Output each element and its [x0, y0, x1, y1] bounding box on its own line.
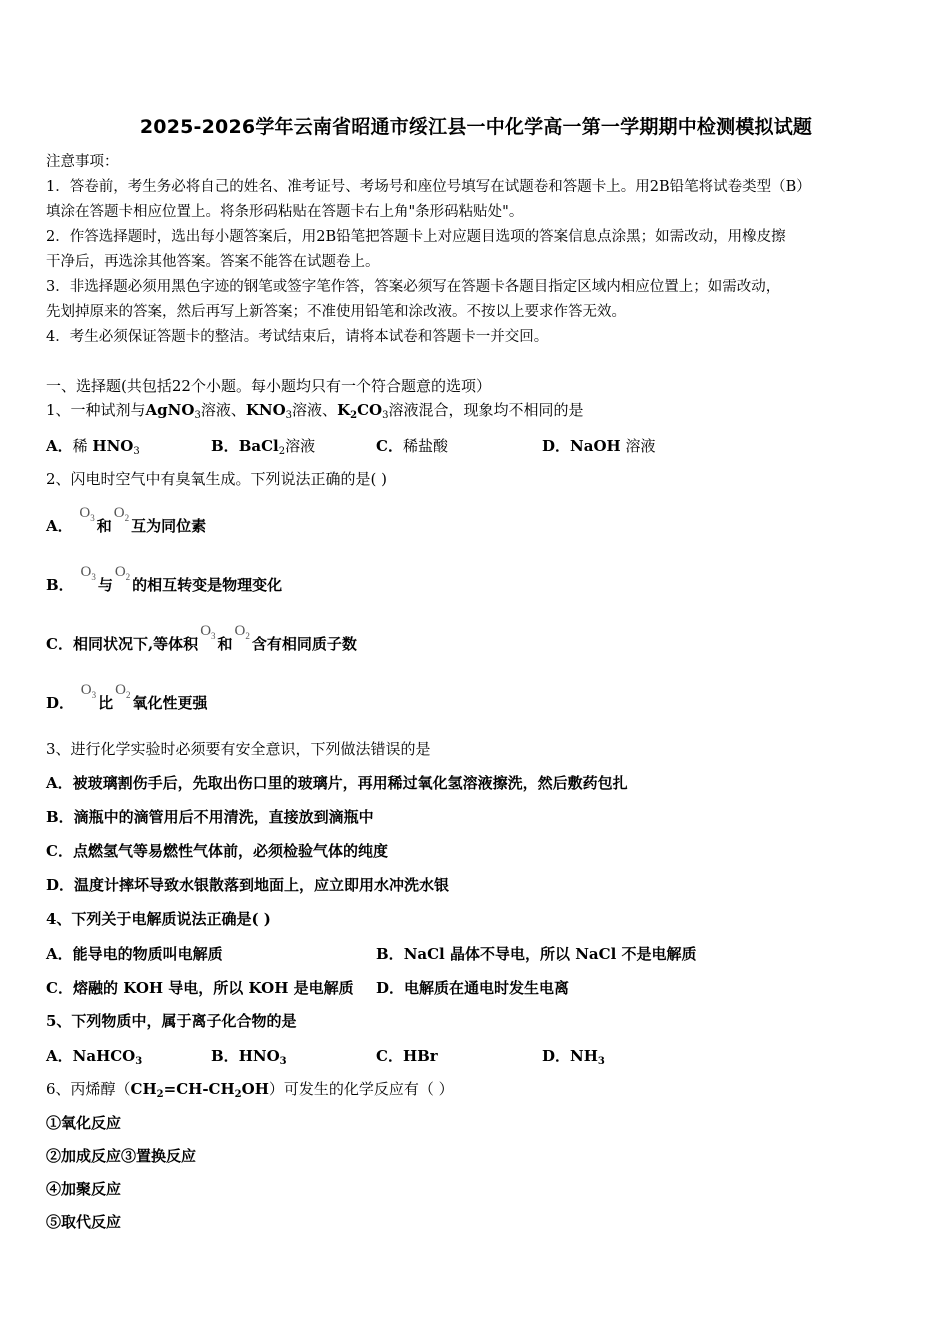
option-text: 稀盐酸 [402, 437, 448, 455]
formula: CH [130, 1080, 157, 1098]
note-line: 先划掉原来的答案，然后再写上新答案；不准使用铅笔和涂改液。不按以上要求作答无效。 [46, 304, 626, 320]
formula: HBr [402, 1047, 438, 1065]
note-line: 填涂在答题卡相应位置上。将条形码粘贴在答题卡右上角"条形码粘贴处"。 [46, 204, 524, 220]
option-text: 晶体不导电，所以 [444, 945, 576, 963]
formula: NH [570, 1047, 598, 1065]
option-text: 和 [217, 635, 233, 653]
question-4-option-c [46, 977, 354, 998]
option-text: 互为同位素 [131, 517, 207, 535]
subscript: 3 [285, 410, 293, 421]
question-1-option-d [542, 435, 655, 456]
question-3-option-c: C．点燃氢气等易燃性气体前，必须检验气体的纯度 [46, 842, 388, 860]
option-letter: C． [376, 437, 403, 455]
option-letter: A． [46, 517, 73, 535]
question-1-stem [46, 400, 583, 426]
formula: =CH-CH [163, 1080, 235, 1098]
subscript: 3 [133, 446, 140, 457]
option-text: 稀 [72, 437, 93, 455]
question-6-item: ⑤取代反应 [46, 1213, 122, 1231]
option-letter: B． [46, 576, 74, 594]
formula-o3: $O_3$ [200, 623, 216, 641]
option-letter: D． [542, 1047, 571, 1065]
option-letter: B． [211, 1047, 239, 1065]
page-title: 2025-2026学年云南省昭通市绥江县一中化学高一第一学期期中检测模拟试题 [139, 116, 813, 138]
formula: HNO [238, 1047, 280, 1065]
subscript: 3 [279, 1056, 287, 1067]
formula: KOH [248, 979, 289, 997]
note-line: 4．考生必须保证答题卡的整洁。考试结束后，请将本试卷和答题卡一并交回。 [46, 329, 549, 345]
formula-o2: $O_2$ [115, 682, 131, 700]
question-2-option-a [46, 505, 207, 537]
question-1-option-b [211, 435, 315, 457]
question-5-option-b [211, 1045, 287, 1067]
subscript: 3 [135, 1056, 143, 1067]
question-2-option-b [46, 564, 283, 596]
option-text: 不是电解质 [616, 945, 697, 963]
question-5-option-a [46, 1045, 142, 1067]
note-line: 1．答卷前，考生务必将自己的姓名、准考证号、考场号和座位号填写在试题卷和答题卡上。用2B铅笔将试卷类型（B） [46, 179, 811, 195]
subscript: 2 [156, 1089, 164, 1100]
option-text: 溶液 [620, 437, 656, 455]
question-4-option-d: D．电解质在通电时发生电离 [376, 979, 570, 997]
stem-text: 溶液、 [200, 401, 246, 419]
note-line: 3．非选择题必须用黑色字迹的钢笔或签字笔作答，答案必须写在答题卡各题目指定区域内相应位置上；如需改动， [46, 279, 781, 295]
option-letter: C． [376, 1047, 403, 1065]
question-4-option-b [376, 943, 697, 964]
question-1-option-c [376, 435, 448, 456]
formula: KOH [123, 979, 164, 997]
option-text: 的相互转变是物理变化 [132, 576, 283, 594]
question-6-item: ④加聚反应 [46, 1180, 122, 1198]
question-4-option-a: A．能导电的物质叫电解质 [46, 945, 223, 963]
subscript: 2 [350, 410, 358, 421]
stem-text: 溶液混合，现象均不相同的是 [388, 401, 584, 419]
subscript: 3 [597, 1056, 605, 1067]
option-letter: D． [542, 437, 571, 455]
question-5-option-c [376, 1045, 438, 1066]
formula: NaHCO [72, 1047, 136, 1065]
question-3-option-b: B．滴瓶中的滴管用后不用清洗，直接放到滴瓶中 [46, 808, 374, 826]
stem-text: ）可发生的化学反应有（ ） [268, 1080, 454, 1098]
question-3-option-d: D．温度计摔坏导致水银散落到地面上，应立即用水冲洗水银 [46, 876, 450, 894]
notes-heading: 注意事项： [46, 154, 119, 170]
note-line: 2．作答选择题时，选出每小题答案后，用2B铅笔把答题卡上对应题目选项的答案信息点涂黑；如需改动，用橡皮擦 [46, 229, 786, 245]
formula: NaCl [403, 945, 445, 963]
option-letter: D． [46, 694, 75, 712]
option-letter: B． [376, 945, 404, 963]
question-5-option-d [542, 1045, 605, 1067]
formula-o2: $O_2$ [234, 623, 250, 641]
option-letter: A． [46, 437, 73, 455]
option-text: 含有相同质子数 [251, 635, 357, 653]
section-heading: 一、选择题(共包括22个小题。每小题均只有一个符合题意的选项） [46, 377, 491, 395]
option-text: 导电，所以 [163, 979, 249, 997]
note-line: 干净后，再选涂其他答案。答案不能答在试题卷上。 [46, 254, 380, 270]
question-3-option-a: A．被玻璃割伤手后，先取出伤口里的玻璃片，再用稀过氧化氢溶液擦洗，然后敷药包扎 [46, 774, 628, 792]
option-text: 比 [98, 694, 114, 712]
option-text: 溶液 [285, 437, 316, 455]
question-2-stem: 2、闪电时空气中有臭氧生成。下列说法正确的是( ) [46, 470, 388, 488]
option-text: 相同状况下,等体积 [72, 635, 199, 653]
formula: NaOH [570, 437, 621, 455]
question-6-stem [46, 1079, 454, 1105]
formula: OH [241, 1080, 269, 1098]
formula-o2: $O_2$ [114, 564, 131, 582]
subscript: 2 [278, 446, 286, 457]
option-text: 氧化性更强 [132, 694, 208, 712]
option-letter: B． [211, 437, 239, 455]
option-text: 是电解质 [288, 979, 354, 997]
option-letter: A． [46, 1047, 73, 1065]
question-5-stem: 5、下列物质中，属于离子化合物的是 [46, 1012, 297, 1030]
stem-text: 6、丙烯醇（ [46, 1080, 131, 1098]
question-3-stem: 3、进行化学实验时必须要有安全意识，下列做法错误的是 [46, 740, 431, 758]
subscript: 3 [194, 410, 201, 421]
question-1-option-a [46, 435, 140, 457]
formula-o2: $O_2$ [113, 505, 130, 523]
formula: K [337, 401, 351, 419]
stem-text: 溶液、 [292, 401, 338, 419]
question-6-item: ①氧化反应 [46, 1114, 122, 1132]
formula: KNO [245, 401, 286, 419]
subscript: 2 [234, 1089, 242, 1100]
formula-o3: $O_3$ [80, 564, 96, 582]
option-letter: C． [46, 635, 73, 653]
formula: AgNO [145, 401, 195, 419]
option-text: 与 [97, 576, 113, 594]
stem-text: 1、一种试剂与 [46, 401, 146, 419]
option-letter: C． [46, 979, 73, 997]
option-text: 和 [96, 517, 112, 535]
option-text: 熔融的 [72, 979, 124, 997]
question-4-stem: 4、下列关于电解质说法正确是( ) [46, 910, 271, 928]
formula: CO [357, 401, 383, 419]
formula: BaCl [238, 437, 279, 455]
formula-o3: $O_3$ [79, 505, 95, 523]
question-6-item: ②加成反应③置换反应 [46, 1147, 197, 1165]
formula-o3: $O_3$ [80, 682, 97, 700]
question-2-option-c [46, 623, 357, 655]
subscript: 3 [382, 410, 389, 421]
formula: HNO [92, 437, 134, 455]
formula: NaCl [575, 945, 617, 963]
question-2-option-d [46, 682, 208, 714]
